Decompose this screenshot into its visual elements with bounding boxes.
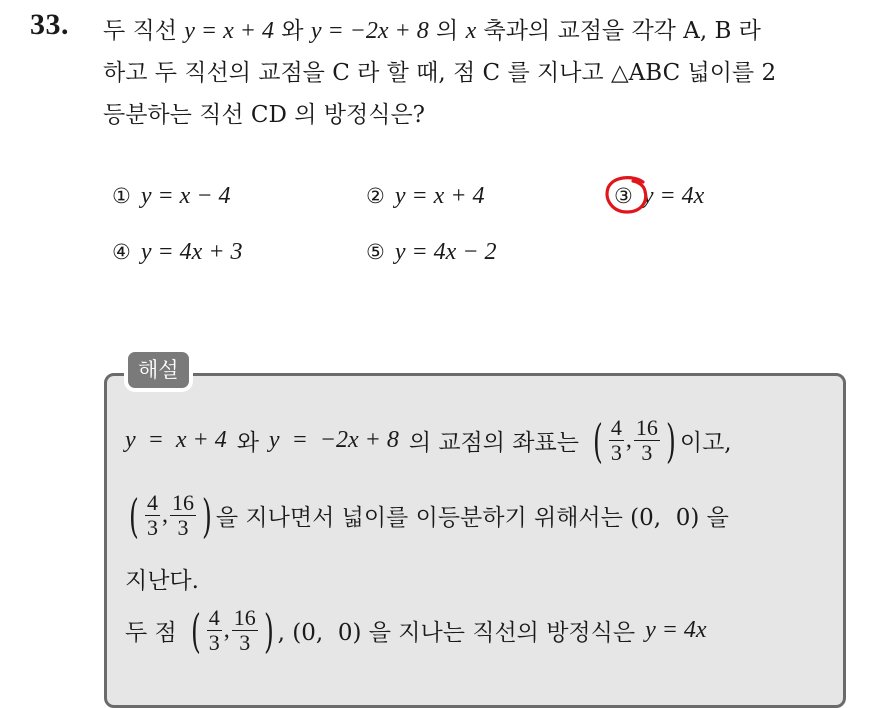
choice-4[interactable]: ④ y = 4x + 3: [112, 239, 243, 265]
solution-line-1: y = x + 4 와 y = −2x + 8 의 교점의 좌표는 ( $\frac{4}{3}$ , $\frac{16}{3}$ ) 이고,: [125, 413, 732, 468]
solution-label: 해설: [128, 352, 189, 388]
solution-line-3: 지난다.: [125, 568, 199, 594]
fraction-4-3: $\frac{4}{3}$: [208, 605, 220, 655]
fraction-16-3: $\frac{16}{3}$: [171, 490, 194, 540]
question-text: [103, 10, 873, 136]
solution-line-2: ( $\frac{4}{3}$ , $\frac{16}{3}$ ) 을 지나면서 넓이를 이등분하기 위해서는 (0, 0) 을: [129, 488, 729, 543]
answer-circle-mark: [603, 174, 649, 216]
choice-5[interactable]: ⑤ y = 4x − 2: [366, 239, 497, 265]
choice-2[interactable]: ② y = x + 4: [366, 183, 485, 209]
fraction-16-3: $\frac{16}{3}$: [635, 415, 658, 465]
question-line-3: 등분하는 직선 CD 의 방정식은?: [103, 102, 426, 128]
fraction-4-3: $\frac{4}{3}$: [146, 490, 158, 540]
question-number: 33.: [30, 8, 69, 41]
choice-1[interactable]: ① y = x − 4: [112, 183, 231, 209]
equation-1: y = x + 4: [184, 18, 274, 44]
question-line-1: 두 직선 y = x + 4 와 y = −2x + 8 의 x 축과의 교점을 각각 A, B 라: [103, 18, 761, 44]
choice-3[interactable]: ③ y = 4x: [614, 183, 705, 209]
question-line-2: 하고 두 직선의 교점을 C 라 할 때, 점 C 를 지나고 △ABC 넓이를 2: [103, 60, 777, 86]
equation-2: y = −2x + 8: [310, 18, 429, 44]
fraction-16-3: $\frac{16}{3}$: [233, 605, 256, 655]
solution-line-4: 두 점 ( $\frac{4}{3}$ , $\frac{16}{3}$ ) , (0, 0) 을 지나는 직선의 방정식은 y = 4x: [125, 603, 707, 658]
fraction-4-3: $\frac{4}{3}$: [610, 415, 622, 465]
